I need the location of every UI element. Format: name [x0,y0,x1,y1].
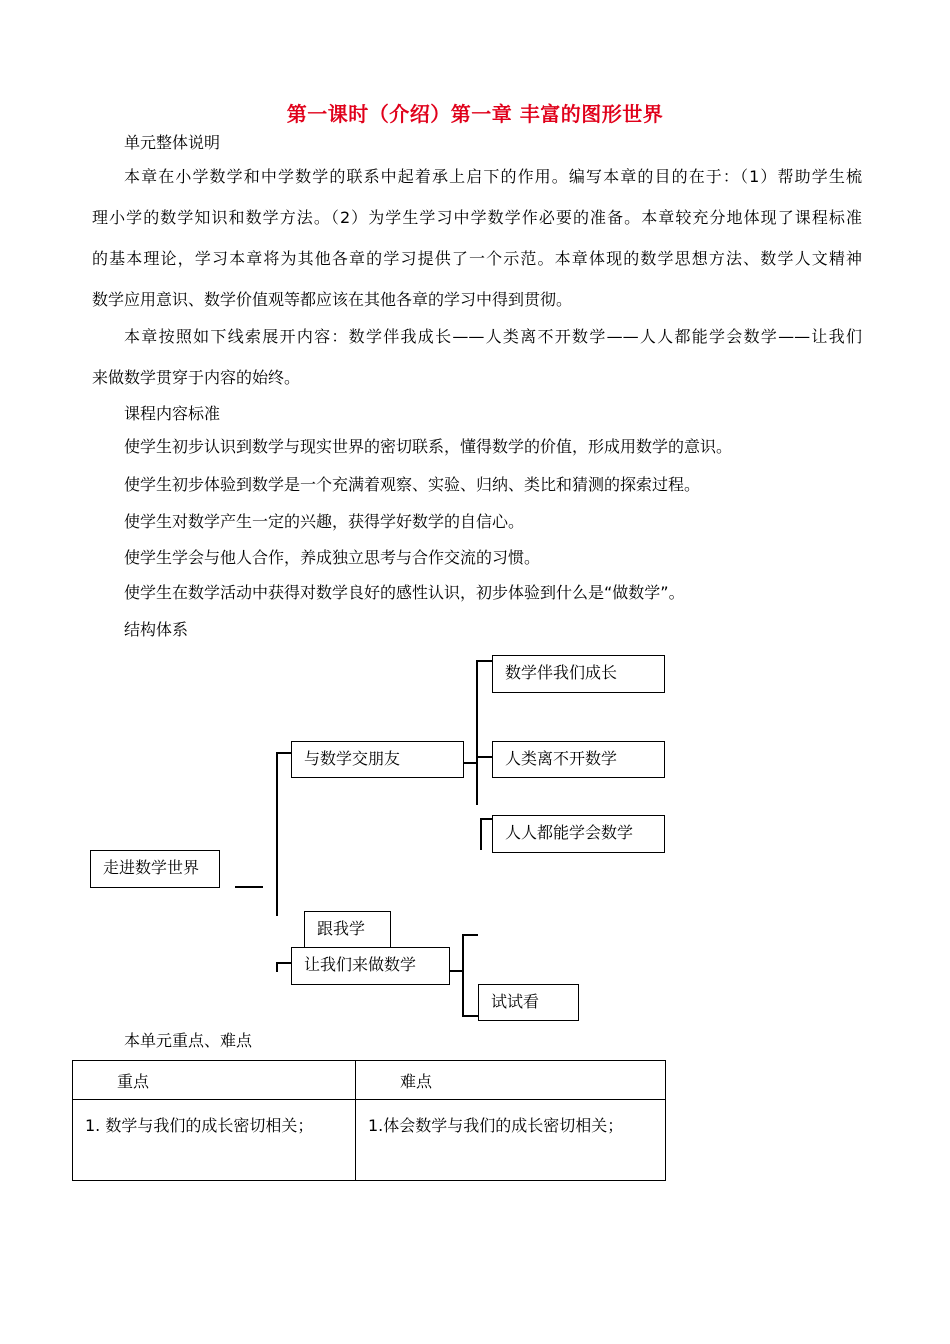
paragraph-1-line-4: 数学应用意识、数学价值观等都应该在其他各章的学习中得到贯彻。 [92,290,573,309]
table-cell-keypoint-1: 1. 数学与我们的成长密切相关； [85,1116,314,1135]
connector-line [276,752,291,754]
table-header-cell [356,1061,666,1100]
standard-item: 使学生在数学活动中获得对数学良好的感性认识，初步体验到什么是“做数学”。 [124,583,685,602]
standard-item: 使学生学会与他人合作，养成独立思考与合作交流的习惯。 [124,548,541,567]
standard-item: 使学生初步认识到数学与现实世界的密切联系，懂得数学的价值，形成用数学的意识。 [124,437,733,456]
diagram-leaf-box: 人人都能学会数学 [492,815,665,853]
connector-line [480,818,482,850]
standard-item: 使学生对数学产生一定的兴趣，获得学好数学的自信心。 [124,512,525,531]
diagram-leaf-box: 试试看 [478,984,579,1021]
paragraph-1-line-2: 理小学的数学知识和数学方法。（2）为学生学习中学数学作必要的准备。本章较充分地体现了课程标准 [92,208,862,227]
standard-item: 使学生初步体验到数学是一个充满着观察、实验、归纳、类比和猜测的探索过程。 [124,475,701,494]
connector-line [235,886,263,888]
connector-line [476,756,492,758]
keypoints-table [72,1060,666,1181]
connector-line [476,660,478,805]
table-header-cell [73,1061,356,1100]
standards-heading: 课程内容标准 [124,404,221,423]
table-header-keypoints: 重点 [117,1072,150,1091]
connector-line [276,962,278,972]
paragraph-2-line-1: 本章按照如下线索展开内容：数学伴我成长——人类离不开数学——人人都能学会数学——让我们 [124,327,862,346]
table-cell [356,1100,666,1181]
connector-line [462,1015,478,1017]
page-title: 第一课时（介绍）第一章 丰富的图形世界 [286,102,664,126]
connector-line [450,970,462,972]
diagram-leaf-box: 人类离不开数学 [492,741,665,778]
diagram-root-box: 走进数学世界 [90,850,220,888]
diagram-leaf-box: 数学伴我们成长 [492,655,665,693]
table-header-difficulties: 难点 [400,1072,433,1091]
connector-line [480,818,492,820]
connector-line [464,762,476,764]
diagram-branch-box: 与数学交朋友 [291,741,464,778]
connector-line [462,934,464,1016]
connector-line [276,752,278,916]
overview-heading: 单元整体说明 [124,133,221,152]
connector-line [462,934,478,936]
paragraph-2-line-2: 来做数学贯穿于内容的始终。 [92,368,301,387]
diagram-branch-box: 让我们来做数学 [291,947,450,985]
paragraph-1-line-3: 的基本理论，学习本章将为其他各章的学习提供了一个示范。本章体现的数学思想方法、数学人文精神 [92,249,862,268]
connector-line [476,660,492,662]
paragraph-1-line-1: 本章在小学数学和中学数学的联系中起着承上启下的作用。编写本章的目的在于：（1）帮助学生梳 [124,167,862,186]
keypoints-heading: 本单元重点、难点 [124,1031,253,1050]
structure-heading: 结构体系 [124,620,189,639]
table-cell [73,1100,356,1181]
diagram-leaf-box: 跟我学 [304,911,391,948]
connector-line [276,962,291,964]
table-cell-difficulty-1: 1.体会数学与我们的成长密切相关； [368,1116,624,1135]
